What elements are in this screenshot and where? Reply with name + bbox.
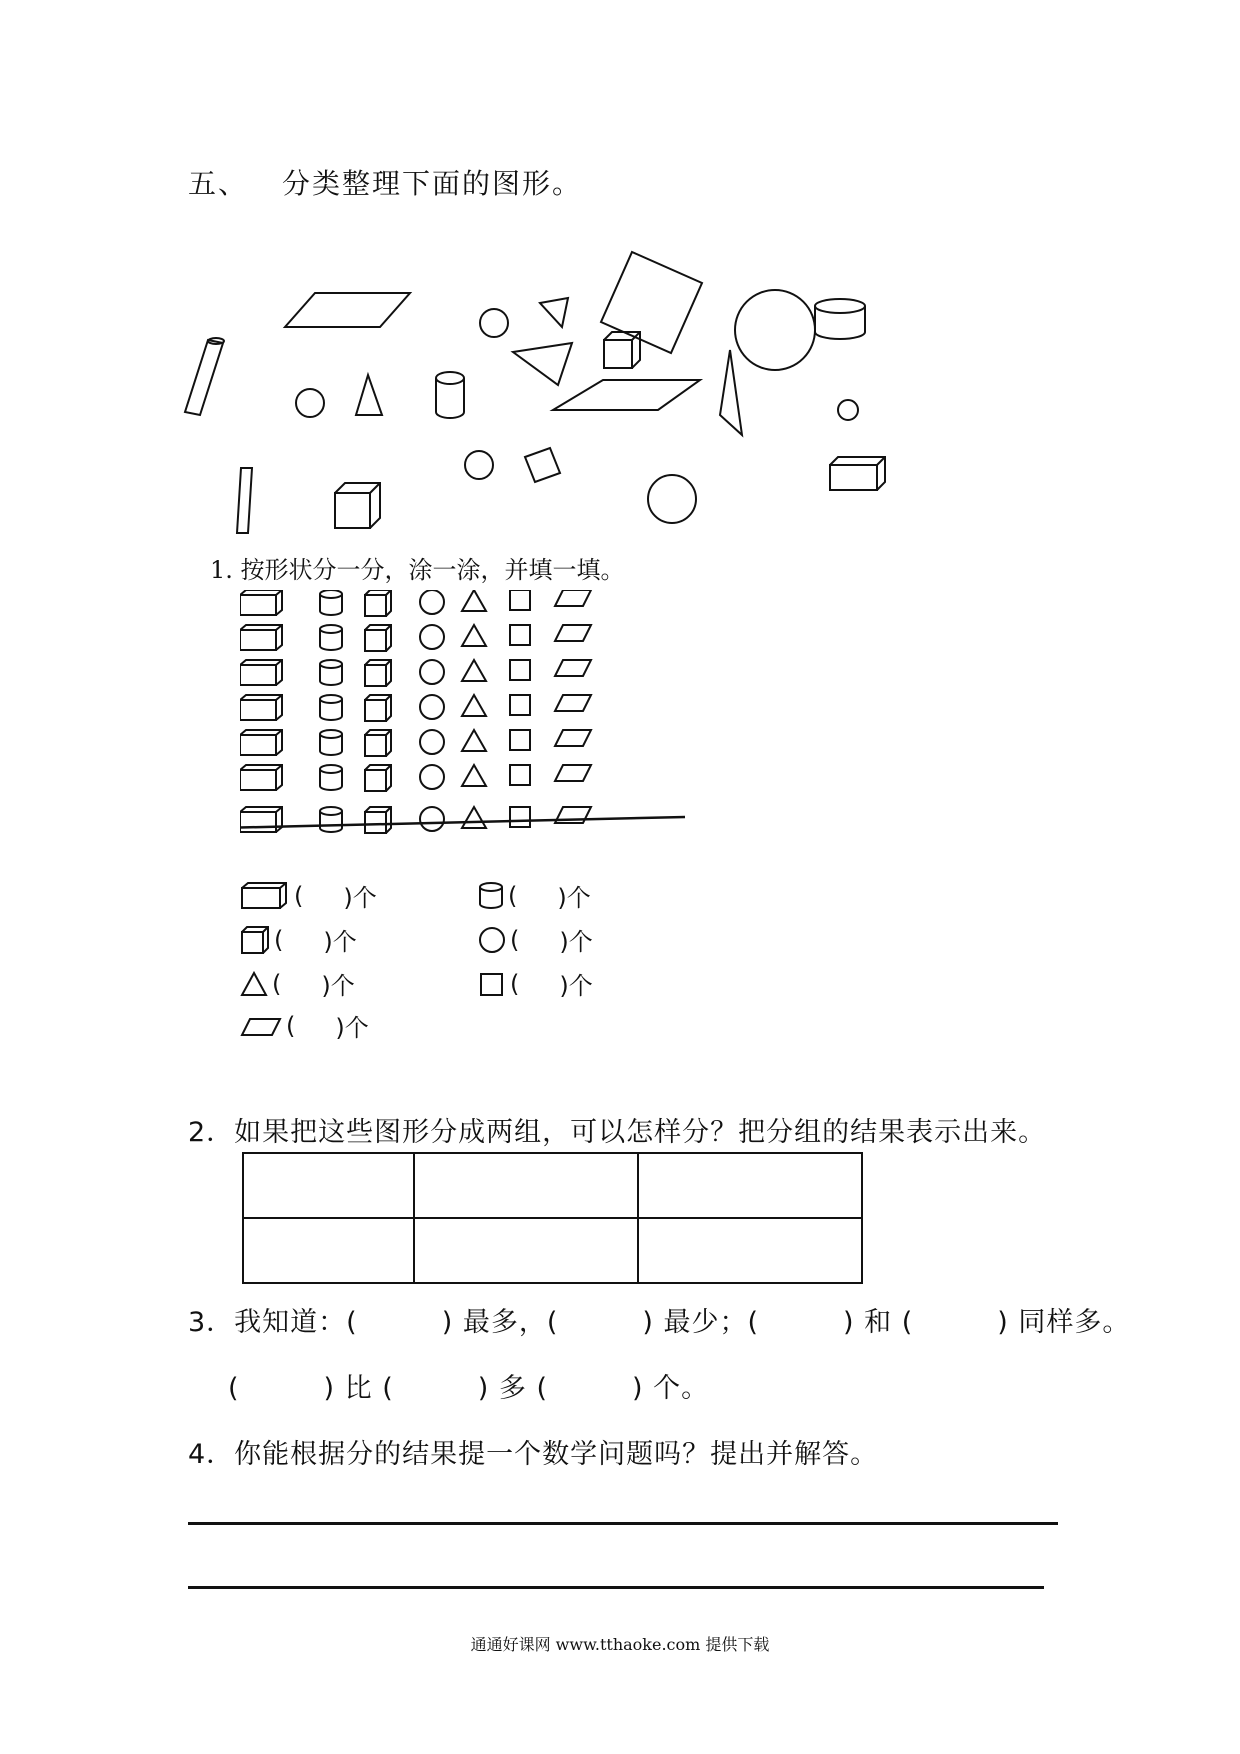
- square-icon[interactable]: [510, 807, 530, 827]
- cube-icon[interactable]: [365, 625, 391, 651]
- paren-open: (: [274, 925, 284, 954]
- cylinder-icon: [185, 338, 224, 415]
- circle-icon: [296, 389, 324, 417]
- cylinder-icon[interactable]: [320, 590, 342, 615]
- count-cuboid: [240, 878, 377, 913]
- section-number: 五、: [188, 167, 249, 200]
- scattered-shapes-illustration: [180, 215, 900, 550]
- parallelogram-icon[interactable]: [555, 625, 591, 641]
- cylinder-icon[interactable]: [320, 730, 342, 755]
- square-icon: [478, 969, 508, 999]
- circle-icon[interactable]: [420, 807, 444, 831]
- count-cube: [240, 922, 357, 957]
- paren-open: (: [510, 925, 520, 954]
- answer-line[interactable]: [188, 1522, 1058, 1525]
- cylinder-icon[interactable]: [320, 625, 342, 650]
- triangle-icon[interactable]: [462, 730, 486, 751]
- cylinder-icon[interactable]: [320, 765, 342, 790]
- count-parallelogram: [240, 1008, 369, 1043]
- table-cell[interactable]: [414, 1218, 638, 1283]
- cube-icon[interactable]: [365, 660, 391, 686]
- circle-icon: [480, 309, 508, 337]
- square-icon: [601, 252, 702, 353]
- cube-icon[interactable]: [365, 730, 391, 756]
- triangle-icon: [540, 298, 568, 327]
- circle-icon[interactable]: [420, 730, 444, 754]
- cube-icon: [335, 483, 380, 528]
- parallelogram-icon[interactable]: [555, 590, 591, 606]
- paren-open: (: [272, 969, 282, 998]
- cylinder-icon[interactable]: [320, 660, 342, 685]
- circle-icon: [465, 451, 493, 479]
- circle-icon: [838, 400, 858, 420]
- paren-open: (: [508, 881, 518, 910]
- circle-icon[interactable]: [420, 695, 444, 719]
- parallelogram-icon[interactable]: [555, 660, 591, 676]
- cube-icon[interactable]: [365, 807, 391, 833]
- cuboid-icon: [240, 881, 292, 911]
- circle-icon: [478, 925, 508, 955]
- cube-icon[interactable]: [365, 590, 391, 616]
- q2-prompt: 2．如果把这些图形分成两组，可以怎样分？把分组的结果表示出来。: [188, 1117, 1047, 1148]
- square-icon[interactable]: [510, 590, 530, 610]
- parallelogram-icon[interactable]: [555, 730, 591, 746]
- triangle-icon[interactable]: [462, 695, 486, 716]
- count-triangle: [240, 966, 355, 1001]
- cylinder-icon[interactable]: [320, 695, 342, 720]
- cuboid-icon[interactable]: [240, 590, 282, 615]
- triangle-icon: [720, 350, 742, 435]
- footer-text: 通通好课网 www.tthaoke.com 提供下载: [470, 1635, 770, 1654]
- circle-icon[interactable]: [420, 660, 444, 684]
- paren-close: )个: [321, 972, 355, 1000]
- cube-icon[interactable]: [365, 765, 391, 791]
- square-icon[interactable]: [510, 625, 530, 645]
- parallelogram-icon[interactable]: [555, 695, 591, 711]
- count-square: [478, 966, 593, 1001]
- paren-close: )个: [557, 884, 591, 912]
- cylinder-icon[interactable]: [320, 807, 342, 832]
- circle-icon[interactable]: [420, 625, 444, 649]
- paren-open: (: [286, 1011, 296, 1040]
- parallelogram-icon: [237, 468, 252, 533]
- section-title: 分类整理下面的图形。: [282, 167, 583, 200]
- parallelogram-icon[interactable]: [555, 765, 591, 781]
- triangle-icon[interactable]: [462, 590, 486, 611]
- paren-close: )个: [323, 928, 357, 956]
- cube-icon[interactable]: [365, 695, 391, 721]
- square-icon[interactable]: [510, 660, 530, 680]
- table-cell[interactable]: [638, 1153, 862, 1218]
- square-icon: [525, 448, 560, 482]
- table-row: [243, 1153, 862, 1218]
- paren-close: )个: [343, 884, 377, 912]
- q3-line1: 3．我知道：( ) 最多，( ) 最少；( ) 和 ( ) 同样多。: [188, 1307, 1131, 1338]
- table-cell[interactable]: [243, 1218, 414, 1283]
- cuboid-icon[interactable]: [240, 765, 282, 790]
- cube-icon: [240, 925, 272, 955]
- q4-prompt: 4．你能根据分的结果提一个数学问题吗？提出并解答。: [188, 1439, 879, 1470]
- paren-open: (: [510, 969, 520, 998]
- parallelogram-icon: [285, 293, 410, 327]
- answer-line[interactable]: [188, 1586, 1044, 1589]
- cube-icon: [604, 332, 640, 368]
- circle-icon: [648, 475, 696, 523]
- cuboid-icon[interactable]: [240, 730, 282, 755]
- parallelogram-icon: [553, 380, 700, 410]
- circle-icon[interactable]: [420, 590, 444, 614]
- table-cell[interactable]: [243, 1153, 414, 1218]
- cuboid-icon[interactable]: [240, 625, 282, 650]
- triangle-icon: [356, 375, 382, 415]
- shape-coloring-grid: [240, 590, 710, 870]
- triangle-icon: [240, 969, 270, 999]
- cylinder-icon: [478, 881, 506, 911]
- paren-close: )个: [559, 928, 593, 956]
- grouping-table: [242, 1152, 863, 1284]
- q3-line2: ( ) 比 ( ) 多 ( ) 个。: [228, 1373, 710, 1404]
- triangle-icon[interactable]: [462, 807, 486, 828]
- cuboid-icon: [830, 457, 885, 490]
- cuboid-icon[interactable]: [240, 695, 282, 720]
- q1-prompt: 1. 按形状分一分，涂一涂，并填一填。: [210, 556, 625, 584]
- circle-icon: [735, 290, 815, 370]
- cylinder-icon: [815, 299, 865, 339]
- paren-close: )个: [335, 1014, 369, 1042]
- triangle-icon[interactable]: [462, 660, 486, 681]
- circle-icon[interactable]: [420, 765, 444, 789]
- triangle-icon[interactable]: [462, 765, 486, 786]
- triangle-icon[interactable]: [462, 625, 486, 646]
- table-row: [243, 1218, 862, 1283]
- triangle-icon: [513, 343, 572, 385]
- square-icon[interactable]: [510, 765, 530, 785]
- square-icon[interactable]: [510, 695, 530, 715]
- table-cell[interactable]: [638, 1218, 862, 1283]
- square-icon[interactable]: [510, 730, 530, 750]
- table-cell[interactable]: [414, 1153, 638, 1218]
- paren-open: (: [294, 881, 304, 910]
- cylinder-icon: [436, 372, 464, 418]
- section-heading: [188, 162, 582, 202]
- count-cylinder: [478, 878, 591, 913]
- cuboid-icon[interactable]: [240, 660, 282, 685]
- parallelogram-icon: [240, 1011, 284, 1041]
- paren-close: )个: [559, 972, 593, 1000]
- count-circle: [478, 922, 593, 957]
